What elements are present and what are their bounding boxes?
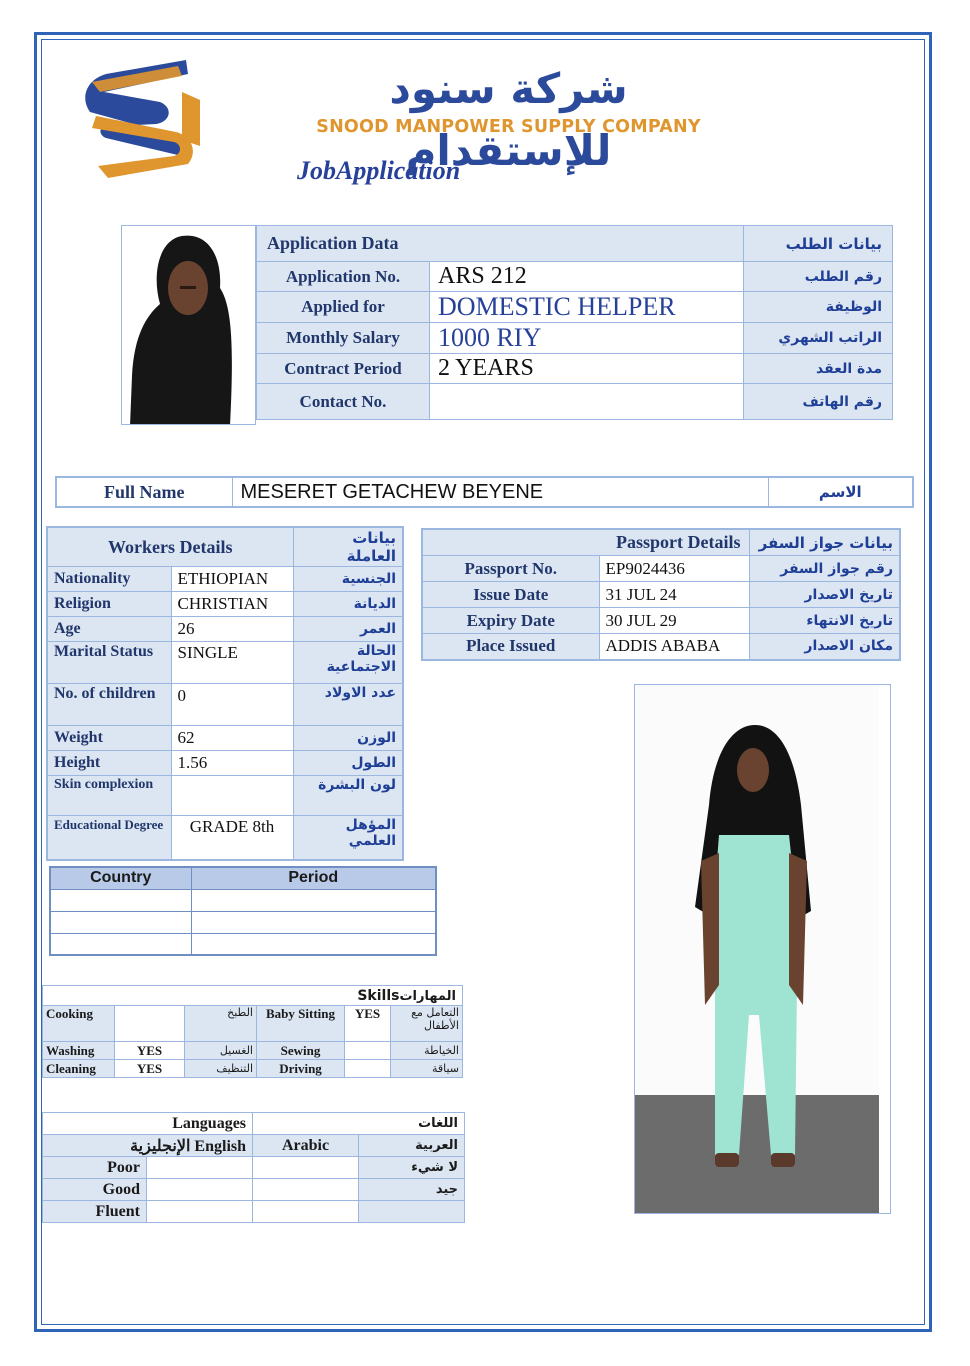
place-issued-label: Place Issued: [422, 634, 599, 660]
children-label: No. of children: [47, 684, 171, 726]
baby-sitting-label: Baby Sitting: [257, 1006, 345, 1042]
skills-title-english: Skills: [357, 987, 400, 1004]
table-row: [422, 634, 900, 660]
arabic-column-label-arabic: العربية: [359, 1135, 465, 1157]
cleaning-label: Cleaning: [43, 1060, 115, 1078]
cleaning-value: YES: [115, 1060, 185, 1078]
washing-label-arabic: الغسيل: [185, 1042, 257, 1060]
table-row: [43, 1042, 463, 1060]
expiry-date-label: Expiry Date: [422, 608, 599, 634]
arabic-poor-cell: [253, 1157, 359, 1179]
washing-value: YES: [115, 1042, 185, 1060]
table-row: [47, 816, 403, 860]
full-name-table: [55, 476, 914, 508]
application-no-label-arabic: رقم الطلب: [744, 262, 893, 292]
table-row: [43, 1179, 465, 1201]
height-label-arabic: الطول: [293, 751, 403, 776]
expiry-date-value: 30 JUL 29: [599, 608, 749, 634]
experience-period-cell: [191, 889, 436, 911]
table-row: [257, 354, 893, 384]
period-header: Period: [191, 867, 436, 889]
experience-period-cell: [191, 933, 436, 955]
table-row: [43, 1060, 463, 1078]
contact-no-label: Contact No.: [257, 384, 430, 420]
nationality-value: ETHIOPIAN: [171, 567, 293, 592]
company-logo: [78, 56, 210, 178]
weight-label: Weight: [47, 726, 171, 751]
nationality-label: Nationality: [47, 567, 171, 592]
english-good-cell: [147, 1179, 253, 1201]
education-label-arabic: المؤهل العلمي: [293, 816, 403, 860]
contact-no-value: [430, 384, 744, 420]
nationality-label-arabic: الجنسية: [293, 567, 403, 592]
issue-date-label-arabic: تاريخ الاصدار: [749, 582, 900, 608]
full-name-label: Full Name: [56, 477, 232, 507]
application-title: Application Data: [257, 226, 744, 262]
table-row: [422, 608, 900, 634]
driving-label-arabic: سياقة: [391, 1060, 463, 1078]
age-label: Age: [47, 617, 171, 642]
age-label-arabic: العمر: [293, 617, 403, 642]
portrait-photo: [121, 225, 256, 425]
skills-table: [42, 985, 463, 1078]
baby-sitting-value: YES: [345, 1006, 391, 1042]
good-label: Good: [43, 1179, 147, 1201]
poor-label: Poor: [43, 1157, 147, 1179]
experience-period-cell: [191, 911, 436, 933]
table-row: [47, 567, 403, 592]
experience-table: [49, 866, 437, 956]
english-column-label: الإنجليزية English: [43, 1135, 253, 1157]
weight-value: 62: [171, 726, 293, 751]
weight-label-arabic: الوزن: [293, 726, 403, 751]
table-row: [47, 592, 403, 617]
table-row: [257, 323, 893, 354]
poor-label-arabic: لا شيء: [359, 1157, 465, 1179]
arabic-column-label: Arabic: [253, 1135, 359, 1157]
workers-title: Workers Details: [47, 527, 293, 567]
contact-no-label-arabic: رقم الهاتف: [744, 384, 893, 420]
expiry-date-label-arabic: تاريخ الانتهاء: [749, 608, 900, 634]
age-value: 26: [171, 617, 293, 642]
education-value: GRADE 8th: [171, 816, 293, 860]
sewing-value: [345, 1042, 391, 1060]
table-row: [43, 1201, 465, 1223]
sewing-label: Sewing: [257, 1042, 345, 1060]
workers-title-arabic: بيانات العاملة: [293, 527, 403, 567]
fluent-label: Fluent: [43, 1201, 147, 1223]
workers-details-table: [46, 526, 404, 861]
full-name-value: MESERET GETACHEW BEYENE: [232, 477, 768, 507]
passport-no-label: Passport No.: [422, 556, 599, 582]
passport-details-table: [421, 528, 901, 661]
application-title-arabic: بيانات الطلب: [744, 226, 893, 262]
contract-period-label: Contract Period: [257, 354, 430, 384]
passport-title: Passport Details: [422, 529, 749, 556]
languages-column-row: [43, 1135, 465, 1157]
table-row: [47, 726, 403, 751]
skin-complexion-label: Skin complexion: [47, 776, 171, 816]
experience-header-row: [50, 867, 436, 889]
cooking-value: [115, 1006, 185, 1042]
driving-label: Driving: [257, 1060, 345, 1078]
issue-date-label: Issue Date: [422, 582, 599, 608]
cooking-label: Cooking: [43, 1006, 115, 1042]
table-row: [257, 384, 893, 420]
languages-title: Languages: [43, 1113, 253, 1135]
applied-for-value: DOMESTIC HELPER: [430, 292, 744, 323]
english-fluent-cell: [147, 1201, 253, 1223]
company-name-arabic: شركة سنود للإستقدام: [389, 64, 628, 175]
table-row: [47, 617, 403, 642]
table-row: [47, 776, 403, 816]
religion-value: CHRISTIAN: [171, 592, 293, 617]
children-label-arabic: عدد الاولاد: [293, 684, 403, 726]
sewing-label-arabic: الخياطة: [391, 1042, 463, 1060]
marital-status-value: SINGLE: [171, 642, 293, 684]
skills-header-row: [43, 986, 463, 1006]
languages-title-arabic: اللغات: [253, 1113, 465, 1135]
skin-complexion-label-arabic: لون البشرة: [293, 776, 403, 816]
contract-period-value: 2 YEARS: [430, 354, 744, 384]
full-body-photo: [634, 684, 891, 1214]
marital-status-label-arabic: الحالة الاجتماعية: [293, 642, 403, 684]
workers-header-row: [47, 527, 403, 567]
monthly-salary-label-arabic: الراتب الشهري: [744, 323, 893, 354]
application-header-row: [257, 226, 893, 262]
document-title: JobApplication: [297, 156, 461, 185]
company-name-english: SNOOD MANPOWER SUPPLY COMPANY: [316, 117, 701, 137]
english-poor-cell: [147, 1157, 253, 1179]
skin-complexion-value: [171, 776, 293, 816]
monthly-salary-label: Monthly Salary: [257, 323, 430, 354]
table-row: [422, 582, 900, 608]
table-row: [422, 556, 900, 582]
country-header: Country: [50, 867, 191, 889]
passport-header-row: [422, 529, 900, 556]
height-label: Height: [47, 751, 171, 776]
children-value: 0: [171, 684, 293, 726]
applied-for-label: Applied for: [257, 292, 430, 323]
languages-header-row: [43, 1113, 465, 1135]
full-name-label-arabic: الاسم: [768, 477, 913, 507]
languages-table: [42, 1112, 465, 1223]
applied-for-label-arabic: الوظيفة: [744, 292, 893, 323]
application-data-table: [256, 225, 893, 420]
marital-status-label: Marital Status: [47, 642, 171, 684]
passport-title-arabic: بيانات جواز السفر: [749, 529, 900, 556]
issue-date-value: 31 JUL 24: [599, 582, 749, 608]
cooking-label-arabic: الطبخ: [185, 1006, 257, 1042]
table-row: [257, 292, 893, 323]
height-value: 1.56: [171, 751, 293, 776]
place-issued-label-arabic: مكان الاصدار: [749, 634, 900, 660]
experience-country-cell: [50, 933, 191, 955]
experience-country-cell: [50, 889, 191, 911]
table-row: [43, 1157, 465, 1179]
baby-sitting-label-arabic: التعامل مع الأطفال: [391, 1006, 463, 1042]
table-row: [47, 684, 403, 726]
application-no-value: ARS 212: [430, 262, 744, 292]
passport-no-label-arabic: رقم جواز السفر: [749, 556, 900, 582]
table-row: [257, 262, 893, 292]
table-row: [50, 889, 436, 911]
skills-title-arabic: المهارات: [399, 988, 456, 1004]
table-row: [47, 642, 403, 684]
table-row: [50, 933, 436, 955]
arabic-good-cell: [253, 1179, 359, 1201]
cleaning-label-arabic: التنظيف: [185, 1060, 257, 1078]
contract-period-label-arabic: مدة العقد: [744, 354, 893, 384]
table-row: [43, 1006, 463, 1042]
passport-no-value: EP9024436: [599, 556, 749, 582]
place-issued-value: ADDIS ABABA: [599, 634, 749, 660]
experience-country-cell: [50, 911, 191, 933]
monthly-salary-value: 1000 RIY: [430, 323, 744, 354]
driving-value: [345, 1060, 391, 1078]
fluent-label-arabic: [359, 1201, 465, 1223]
religion-label: Religion: [47, 592, 171, 617]
good-label-arabic: جيد: [359, 1179, 465, 1201]
washing-label: Washing: [43, 1042, 115, 1060]
table-row: [56, 477, 913, 507]
table-row: [47, 751, 403, 776]
table-row: [50, 911, 436, 933]
skills-title: [43, 986, 463, 1006]
arabic-fluent-cell: [253, 1201, 359, 1223]
religion-label-arabic: الديانة: [293, 592, 403, 617]
application-no-label: Application No.: [257, 262, 430, 292]
education-label: Educational Degree: [47, 816, 171, 860]
